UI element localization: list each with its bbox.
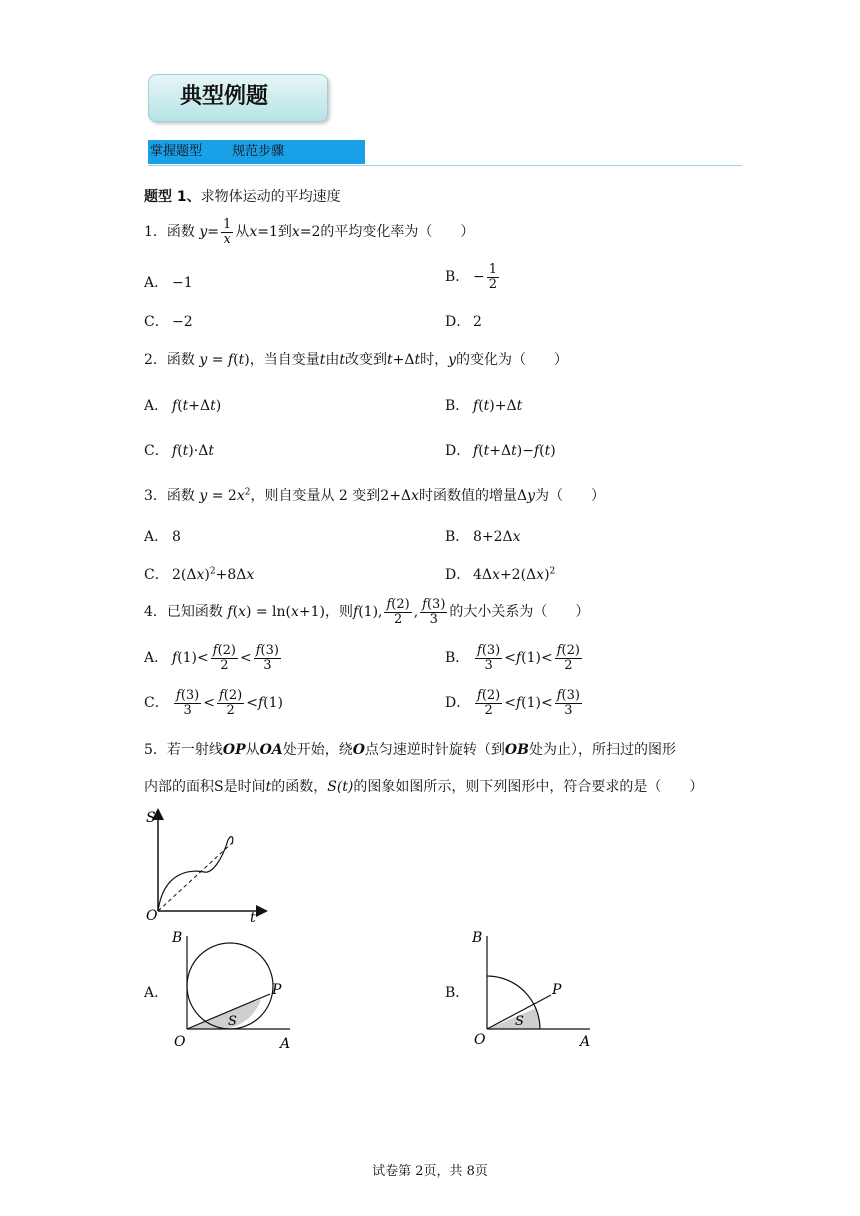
question-text: 改变到: [344, 352, 387, 368]
option-a[interactable]: [144, 526, 181, 546]
option-label: D．: [445, 314, 471, 330]
question-text: 已知函数: [166, 604, 223, 621]
math-token: OA: [259, 742, 283, 758]
math-token: OB: [504, 742, 529, 758]
option-d[interactable]: D． f(t+Δt)−f(t): [445, 440, 556, 460]
question-text: 为（ ）: [535, 488, 605, 504]
option-label: A．: [144, 529, 169, 545]
type-heading: [144, 186, 341, 206]
label-p: P: [552, 982, 562, 998]
question-text: 的大小关系为（ ）: [449, 604, 590, 621]
question-number: 3．: [144, 488, 167, 504]
label-s: S: [228, 1014, 237, 1029]
label-p: P: [272, 982, 282, 998]
option-label: C．: [144, 567, 169, 583]
option-c[interactable]: C． $2(\Delta x)^2+8\Delta x$: [144, 564, 254, 584]
subtitle-right: 规范步骤: [232, 144, 285, 159]
type-sep: 、: [186, 189, 201, 205]
s-curve: [158, 837, 233, 911]
option-b[interactable]: B． 8+2Δx: [445, 526, 521, 546]
option-b[interactable]: B． $\frac{f(3)}{3}$ <f(1)< $\frac{f(2)}{2}$: [445, 643, 580, 673]
option-label: B．: [445, 650, 470, 667]
axis-label-t: t: [250, 910, 256, 924]
option-c[interactable]: C． $\frac{f(3)}{3}$ < $\frac{f(2)}{2}$ <f(1): [144, 688, 283, 718]
question-text: 从: [235, 224, 250, 241]
dashed-line: [158, 843, 232, 911]
question-text: 若一射线: [166, 742, 223, 758]
section-title: 典型例题: [180, 84, 269, 109]
question-text: 从: [245, 742, 260, 758]
question-text: 时函数值的增量: [418, 488, 517, 504]
math-token: S(t): [327, 779, 354, 795]
option-label: B．: [445, 398, 470, 414]
question-text: ，则: [325, 604, 354, 621]
label-a: A: [580, 1034, 591, 1050]
option-label: B．: [445, 529, 470, 545]
question-1: 1．函数 y= $\frac{1}{x}$ 从x=1到x=2的平均变化率为（ ）: [144, 217, 475, 247]
option-d[interactable]: [445, 311, 482, 331]
question-text: 的图象如图所示，则下列图形中，符合要求的是（ ）: [353, 779, 704, 795]
question-text: 处为止），所扫过的图形: [528, 742, 676, 758]
question-5-line-1: [144, 739, 676, 759]
math-token: OP: [222, 742, 246, 758]
question-number: 5．: [144, 742, 167, 758]
question-text: 到: [277, 224, 292, 241]
option-label: B．: [445, 985, 470, 1001]
option-label: D．: [445, 695, 471, 712]
option-d[interactable]: D． $\frac{f(2)}{2}$ <f(1)< $\frac{f(3)}{3}$: [445, 688, 580, 718]
option-value: 2: [473, 314, 482, 330]
label-b: B: [472, 930, 483, 946]
type-label: 题型 1: [144, 189, 187, 205]
option-label: A．: [144, 650, 169, 667]
question-text: 内部的面积S是时间: [144, 779, 266, 795]
option-a[interactable]: A． f(1)< $\frac{f(2)}{2}$ < $\frac{f(3)}{3}$: [144, 643, 279, 673]
label-s: S: [515, 1014, 524, 1029]
question-text: 的变化为（ ）: [456, 352, 569, 368]
question-text: 的函数，: [271, 779, 328, 795]
page-footer: 试卷第 2页，共 8页: [372, 1164, 488, 1179]
type-text: 求物体运动的平均速度: [200, 189, 341, 205]
option-label: A．: [144, 985, 169, 1001]
question-text: ，则自变量从 2 变到: [250, 488, 381, 504]
subtitle-left: 掌握题型: [150, 144, 203, 159]
question-number: 1．: [144, 224, 167, 241]
question-4: 4．已知函数 f(x) = ln(x+1)，则f(1), $\frac{f(2)}{2}$ , $\frac{f(3)}{3}$ 的大小关系为（ ）: [144, 597, 590, 627]
label-b: B: [172, 930, 183, 946]
option-label: B．: [445, 269, 470, 286]
option-value: 8: [172, 529, 181, 545]
option-label: A．: [144, 275, 169, 291]
question-text: ，当自变量: [249, 352, 320, 368]
question-5-line-2: [144, 776, 703, 796]
question-text: 时，: [420, 352, 449, 368]
option-c[interactable]: C． f(t)·Δt: [144, 440, 214, 460]
option-b[interactable]: B． f(t)+Δt: [445, 395, 522, 415]
question-text: 函数: [166, 224, 195, 241]
divider: [148, 165, 742, 166]
option-c[interactable]: [144, 311, 193, 331]
option-value: −1: [172, 275, 193, 291]
axis-label-s: S: [146, 810, 156, 826]
option-label: D．: [445, 443, 471, 459]
option-label: A．: [144, 398, 169, 414]
question-text: 由: [325, 352, 340, 368]
subtitle-bar: [148, 140, 365, 164]
question-number: 2．: [144, 352, 167, 368]
question-text: 点匀速逆时针旋转（到: [364, 742, 505, 758]
label-o: O: [474, 1032, 486, 1048]
option-label: D．: [445, 567, 471, 583]
math-token: t: [265, 779, 272, 795]
question-text: 函数: [166, 488, 195, 504]
option-label: C．: [144, 443, 169, 459]
option-b[interactable]: B． − $\frac{1}{2}$: [445, 262, 498, 292]
math-token: O: [352, 742, 365, 758]
question-2: 2．函数 y = f(t)，当自变量t由t改变到t+Δt时，y的变化为（ ）: [144, 352, 569, 368]
label-o: O: [174, 1034, 186, 1050]
question-text: 函数: [166, 352, 195, 368]
shaded-sector: [487, 1008, 540, 1029]
label-a: A: [280, 1036, 291, 1050]
option-label: C．: [144, 695, 169, 712]
question-number: 4．: [144, 604, 167, 621]
figure-b: [468, 926, 598, 1050]
option-d[interactable]: D． $4\Delta x+2(\Delta x)^2$: [445, 564, 555, 584]
question-text: 的平均变化率为（ ）: [320, 224, 475, 241]
origin-label: O: [146, 908, 158, 924]
question-text: 处开始，绕: [282, 742, 353, 758]
figure-a: [168, 926, 298, 1050]
option-a[interactable]: A． f(t+Δt): [144, 395, 221, 415]
question-3: 3．函数 $y = 2x^2$，则自变量从 2 变到2+Δx时函数值的增量Δy为（ ）: [144, 487, 605, 504]
option-a[interactable]: [144, 272, 193, 292]
graph-s-of-t: [140, 808, 270, 924]
option-value: −2: [172, 314, 193, 330]
option-label: C．: [144, 314, 169, 330]
